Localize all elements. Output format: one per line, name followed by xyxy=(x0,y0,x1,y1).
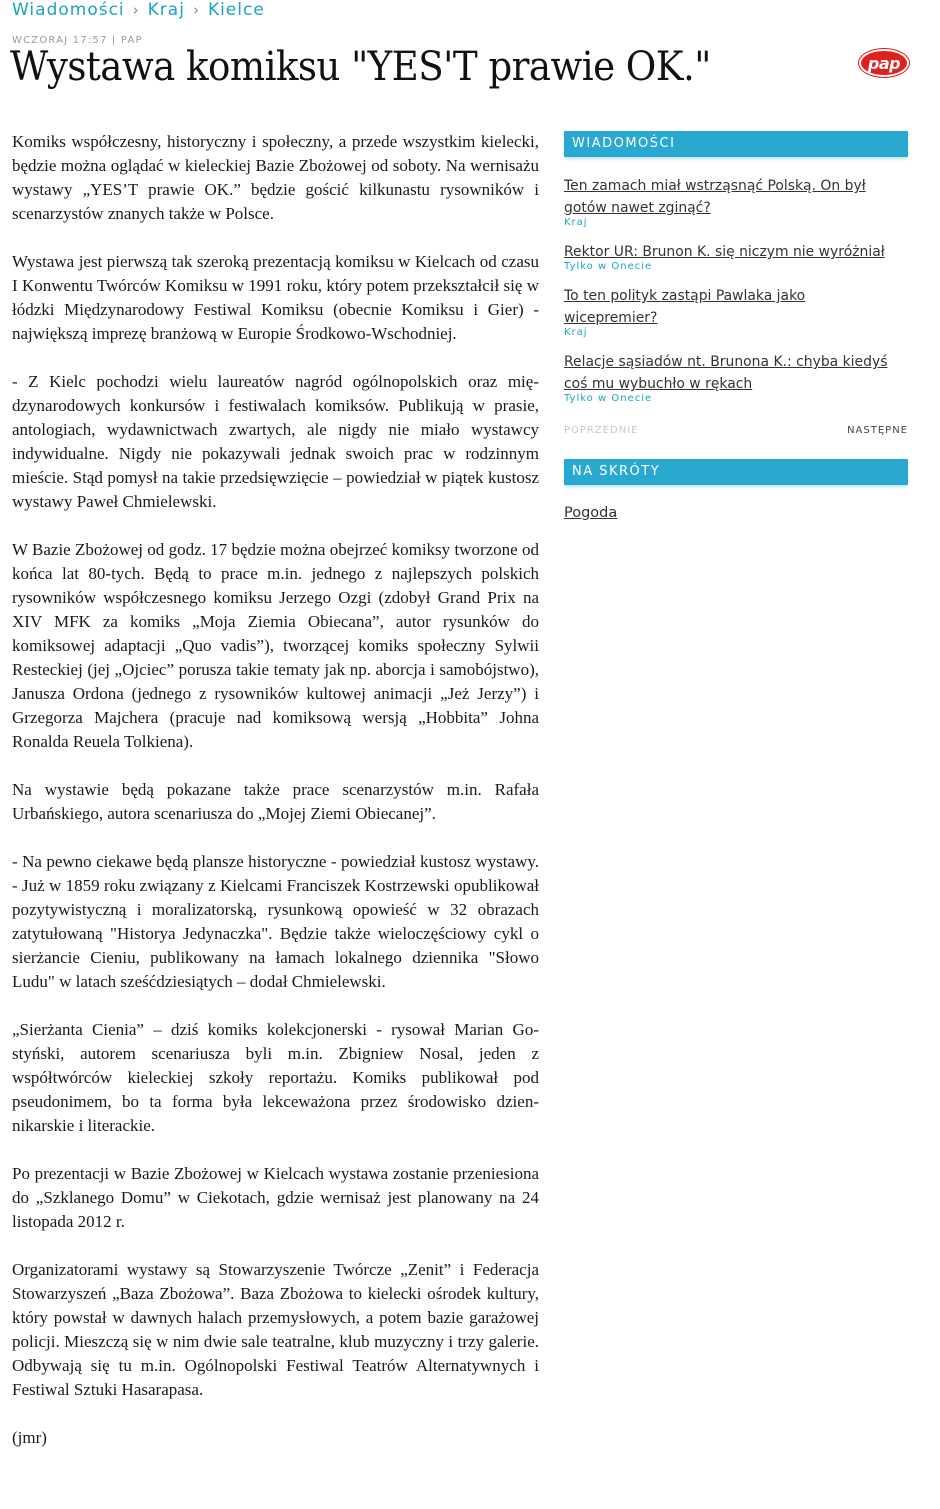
news-item xyxy=(564,351,908,405)
news-item-title[interactable]: To ten polityk zastąpi Pawlaka jako wicepremier? xyxy=(564,288,806,326)
article-paragraph: W Bazie Zbożowej od godz. 17 będzie można obejrzeć komiksy tworzone od końca lat 80-tych. Będą to prace m.in. jednego z najlepszych polskich rysowników współczesnego komiksu Jerzego Ozgi (zdobył Grand Prix na XIV MFK za komiks „Moja Ziemia Obiecana”, autor rysunków do komiksowej adaptacji „Quo vadis”), tworzącej komiks społeczny Sylwii Resteckiej (jej „Ojciec” porusza takie tematy jak np. aborcja i samobójstwo), Janusza Ordona (jednego z rysowników kultowej animacji „Jeż Jerzy”) i Grzegorza Majchera (pracuje nad komiksową wersją „Hobbita” Johna Ronalda Reuela Tolkiena). xyxy=(12,540,539,751)
news-item-category[interactable]: Kraj xyxy=(564,327,588,338)
article-paragraph: Organizatorami wystawy są Stowarzyszenie Twórcze „Zenit” i Federacja Stowarzyszeń „Baza Zbożowa”. Baza Zbożowa to kielecki ośrodek kultury, który powstał w dawnych halach przemysłowych, a potem bazie garażowej policji. Mieszczą się w nim dwie sale teatralne, klub muzyczny i trzy galerie. Odbywają się tu m.in. Ogólnopolski Festiwal Teatrów Alternatywnych i Festiwal Sztuki Hasarapasa. xyxy=(12,1260,539,1399)
pap-logo-text: pap xyxy=(867,53,901,73)
chevron-right-icon: › xyxy=(132,1,140,19)
news-item-category[interactable]: Tylko w Onecie xyxy=(564,261,653,272)
news-list xyxy=(564,175,908,405)
news-item-title[interactable]: Ten zamach miał wstrząsnąć Polską. On był gotów nawet zginąć? xyxy=(564,178,866,216)
pap-logo xyxy=(859,49,909,77)
article-meta: WCZORAJ 17:57 | PAP xyxy=(12,35,143,46)
article-paragraph: Wystawa jest pierwszą tak szeroką prezentacją komiksu w Kielcach od czasu I Konwentu Twórców Komiksu w 1991 roku, który potem przekształcił się w łódzki Międzynarodowy Festiwal Komiksu (obecnie Komiksu i Gier) - największą imprezę branżową w Europie Środkowo-Wschodniej. xyxy=(12,252,539,343)
news-pager xyxy=(564,425,908,439)
article-signature: (jmr) xyxy=(12,1428,47,1447)
pager-prev-button[interactable]: POPRZEDNIE xyxy=(564,425,639,436)
article-paragraph: Po prezentacji w Bazie Zbożowej w Kielcach wystawa zostanie przeniesiona do „Szklanego Domu” w Ciekotach, gdzie wernisaż jest planowany na 24 listopada 2012 r. xyxy=(12,1164,539,1231)
article-paragraph: Na wystawie będą pokazane także prace scenarzystów m.in. Rafała Urbańskiego, autora scenariusza do „Mojej Ziemi Obiecanej”. xyxy=(12,780,539,823)
article-paragraph: - Z Kielc pochodzi wielu laureatów nagród ogólnopolskich oraz międzynarodowych konkursów i festiwalach komiksów. Publikują w prasie, antologiach, wydawnictwach zwartych, ale nigdy nie miało wystawcy indywidualne. Nigdy nie pokazywali jednak swoich prac w rodzinnym mieście. Stąd pomysł na takie przedsięwzięcie – powiedział w piątek kustosz wystawy Paweł Chmielewski. xyxy=(12,372,539,511)
news-item-category[interactable]: Tylko w Onecie xyxy=(564,393,653,404)
article-paragraph: - Na pewno ciekawe będą plansze historyczne - powiedział kustosz wystawy. - Już w 1859 roku związany z Kielcami Franciszek Kostrzewski opublikował pozytywistyczną i moralizatorską, rysunkową opowieść w 32 obrazach zatytułowaną "Historya Jedynaczka". Będzie także wieloczęściowy cykl o sierżancie Cieniu, publikowany na łamach lokalnego dziennika "Słowo Ludu" w latach sześćdziesiątych – dodał Chmielewski. xyxy=(12,852,539,991)
news-item-category[interactable]: Kraj xyxy=(564,217,588,228)
breadcrumb xyxy=(12,0,265,22)
breadcrumb-item-wiadomosci[interactable]: Wiadomości xyxy=(12,0,125,20)
article-paragraph: Komiks współczesny, historyczny i społeczny, a przede wszystkim kielecki, będzie można oglądać w kieleckiej Bazie Zbożowej od soboty. Na wernisażu wystawy „YES’T prawie OK.” będzie gościć kilkunastu rysowników i scenarzystów znanych także w Polsce. xyxy=(12,132,539,223)
shortcuts-section-header: NA SKRÓTY xyxy=(564,459,908,485)
page-title: Wystawa komiksu "YES'T prawie OK." xyxy=(10,44,711,90)
news-item xyxy=(564,175,908,229)
pager-next-button[interactable]: NASTĘPNE xyxy=(847,425,908,436)
shortcut-link-weather[interactable]: Pogoda xyxy=(564,505,618,521)
news-section-header: WIADOMOŚCI xyxy=(564,131,908,157)
chevron-right-icon: › xyxy=(192,1,200,19)
article-body xyxy=(12,130,539,1474)
news-item-title[interactable]: Relacje sąsiadów nt. Brunona K.: chyba kiedyś coś mu wybuchło w rękach xyxy=(564,354,888,392)
breadcrumb-item-kielce[interactable]: Kielce xyxy=(207,0,265,20)
news-item-title[interactable]: Rektor UR: Brunon K. się niczym nie wyróżniał xyxy=(564,244,885,260)
news-item xyxy=(564,241,908,273)
sidebar xyxy=(564,131,908,521)
news-item xyxy=(564,285,908,339)
article-paragraph: „Sierżanta Cienia” – dziś komiks kolekcjonerski - rysował Marian Gostyński, autorem scenariusza byli m.in. Zbigniew Nosal, jeden z współtwórców kieleckiej szkoły reportażu. Komiks publikował pod pseudonimem, bo ta forma była lekceważona przez środowisko dziennikarskie i literackie. xyxy=(12,1020,539,1135)
breadcrumb-item-kraj[interactable]: Kraj xyxy=(147,0,185,20)
